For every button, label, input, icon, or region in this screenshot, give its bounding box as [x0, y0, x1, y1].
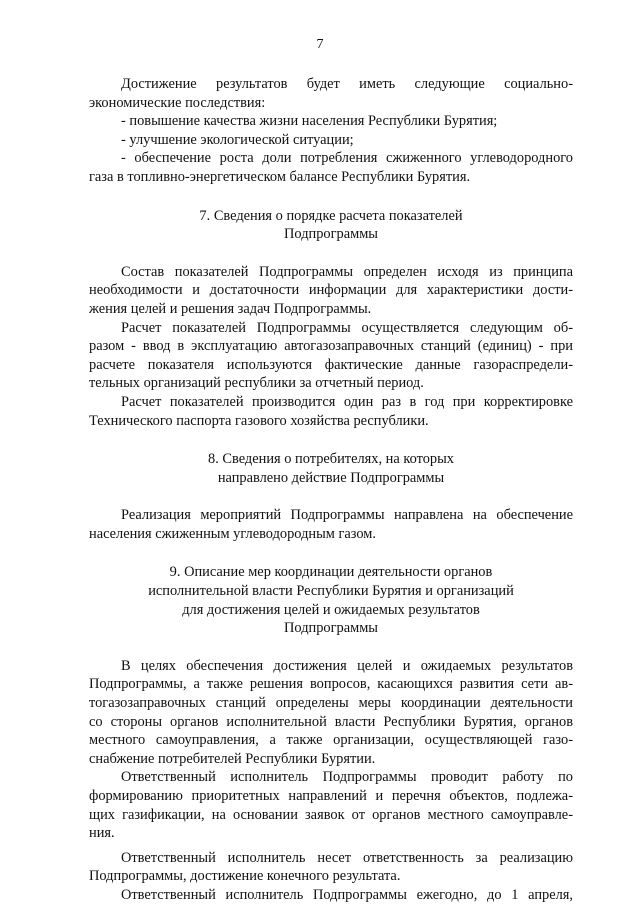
heading-line: для достижения целей и ожидаемых результатов [182, 601, 480, 618]
text-line: со стороны органов исполнительной власти Республики Бурятия, органов [89, 713, 573, 730]
text-line: тогазозаправочных станций определены меры координации деятельности [89, 695, 573, 712]
text-line: Расчет показателей Подпрограммы осуществляется следующим об- [121, 319, 573, 336]
text-line: тельных организаций республики за отчетный период. [89, 375, 424, 392]
section-9-paragraph-2 [89, 768, 573, 842]
heading-line: 7. Сведения о порядке расчета показателей [199, 207, 463, 224]
text-line: Достижение результатов будет иметь следующие социально- [121, 76, 573, 92]
list-item: - обеспечение роста доли потребления сжиженного углеводородного [121, 150, 573, 167]
text-line: разом - ввод в эксплуатацию автогазозаправочных станций (единиц) - при [89, 338, 573, 355]
section-7-paragraph-2 [89, 319, 573, 393]
heading-line: 8. Сведения о потребителях, на которых [208, 451, 454, 468]
text-line: Ответственный исполнитель Подпрограммы ежегодно, до 1 апреля, [121, 886, 573, 903]
text-line: жения целей и решения задач Подпрограммы. [89, 300, 372, 317]
heading-line: 9. Описание мер координации деятельности органов [169, 564, 493, 581]
section-9-paragraph-1 [89, 657, 573, 769]
text-line: экономические последствия: [89, 94, 266, 111]
section-7-heading [89, 207, 573, 244]
text-line: Подпрограммы, достижение конечного результата. [89, 868, 401, 885]
page-number: 7 [316, 37, 324, 52]
text-line: населения сжиженным углеводородным газом. [89, 525, 376, 542]
text-line: Реализация мероприятий Подпрограммы направлена на обеспечение [121, 507, 573, 524]
list-item: - улучшение экологической ситуации; [121, 131, 354, 148]
heading-line: Подпрограммы [284, 226, 378, 243]
heading-line: направлено действие Подпрограммы [217, 469, 445, 486]
section-7-paragraph-3 [89, 393, 573, 430]
text-line: В целях обеспечения достижения целей и ожидаемых результатов [121, 657, 573, 674]
section-9-heading [89, 563, 573, 637]
list-item: - повышение качества жизни населения Республики Бурятия; [121, 113, 498, 130]
text-line: расчете показателя используются фактические данные газораспредели- [89, 356, 573, 373]
text-line: Ответственный исполнитель несет ответственность за реализацию [121, 849, 573, 866]
consequences-list [89, 112, 573, 186]
text-line: местного самоуправления, а также организации, осуществляющей газо- [89, 732, 573, 749]
section-8-heading [89, 450, 573, 487]
text-line: необходимости и достаточности информации для характеристики дости- [89, 282, 573, 299]
text-line: Подпрограммы, а также решения вопросов, касающихся развития сети ав- [89, 676, 573, 693]
text-line: снабжение потребителей Республики Бурятии. [89, 750, 376, 767]
text-line: ния. [89, 825, 115, 842]
text-line: Состав показателей Подпрограммы определен исходя из принципа [121, 263, 573, 280]
section-9-paragraph-4 [89, 886, 573, 905]
text-line: Ответственный исполнитель Подпрограммы проводит работу по [121, 769, 573, 786]
section-9-paragraph-3 [89, 849, 573, 886]
text-line: Технического паспорта газового хозяйства республики. [89, 412, 429, 429]
intro-paragraph [89, 75, 573, 112]
section-8-paragraph-1 [89, 506, 573, 543]
heading-line: исполнительной власти Республики Бурятия и организаций [148, 583, 514, 600]
document-body [89, 75, 573, 905]
heading-line: Подпрограммы [284, 620, 378, 637]
text-line: формированию приоритетных направлений и перечня объектов, подлежа- [89, 788, 573, 804]
text-line: газа в топливно-энергетическом балансе Республики Бурятия. [89, 168, 471, 185]
text-line: Расчет показателей производится один раз в год при корректировке [121, 393, 573, 410]
text-line: щих газификации, на основании заявок от органов местного самоуправле- [89, 806, 573, 823]
section-7-paragraph-1 [89, 263, 573, 319]
